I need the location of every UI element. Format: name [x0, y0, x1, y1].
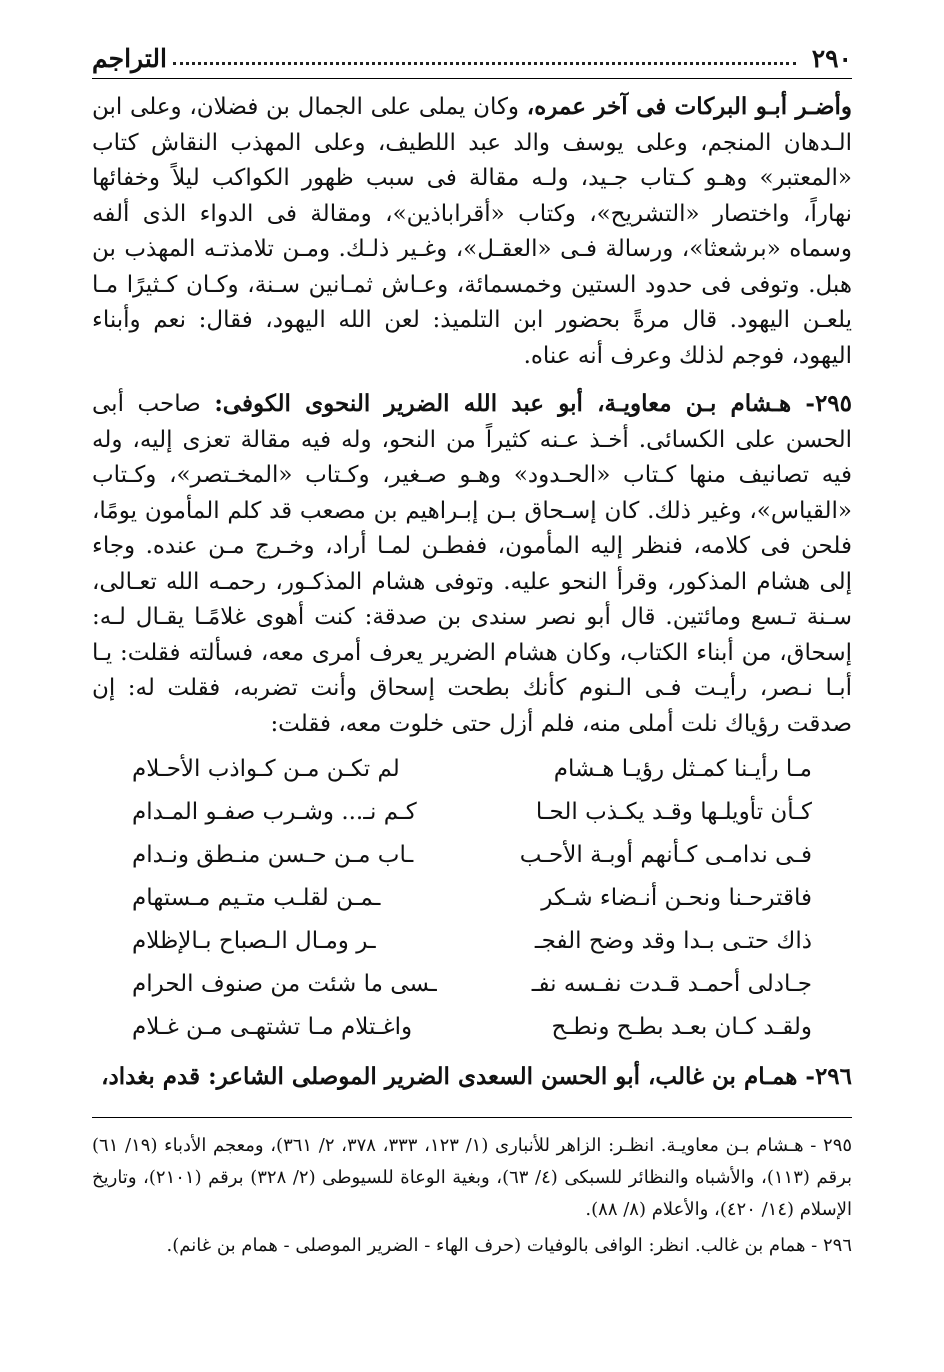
header-dotted-leader [173, 52, 796, 65]
verse-first-hemistich: ذاك حتـى بـدا وقد وضح الفجـ [534, 928, 812, 954]
verse-second-hemistich: واغـتلام مـا تشتهـى مـن غـلام [132, 1014, 413, 1040]
verse-second-hemistich: ـمـن لقلـب متـيم مـستهام [132, 885, 381, 911]
footnotes [92, 1130, 852, 1262]
entry-295-text: صاحب أبى الحسن على الكسائى. أخـذ عـنه كثيراً من النحو، وله فيه مقالة تعزى إليه، وله فيه تصانيف منها كـتاب «الحـدود» وهـو صـغير، وكـتاب «المخـتصر»، وكـتاب «القياس»، وغير ذلك. كان إسـحاق بـن إبـراهيم بن مصعب قد كلم المأمون يومًا، فلحن فى كلامه، فنظر إليه المأمون، ففطـن لمـا أراد، وخـرج مـن عنده. وجاء إلى هشام المذكور، وقرأ النحو عليه. وتوفى هشام المذكـور، رحمـه الله تعـالى، سـنة تـسع ومائتين. قال أبو نصر سندى بن صدقة: كنت أهوى غلامًـا يقـال لـه: إسحاق، من أبناء الكتاب، وكان هشام الضرير يعرف أمرى معه، فسألته فقلت: يـا أبـا نـصر، رأيـت فـى الـنوم كأنك بطحت إسحاق وأنت تضربه، فقلت له: إن صدقت رؤياك نلت أملى منه، فلم أزل حتى خلوت معه، فقلت: [92, 391, 852, 737]
poem-verse [132, 748, 812, 791]
entry-295-heading: ٢٩٥- هـشام بـن معاويـة، أبو عبد الله الضرير النحوى الكوفى: [214, 390, 852, 417]
verse-second-hemistich: كـم نـ... وشـرب صفـو المـدام [132, 799, 417, 825]
page-header [92, 38, 852, 79]
poem-verse [132, 920, 812, 963]
verse-first-hemistich: مـا رأيـنا كمـثل رؤيـا هـشام [553, 756, 812, 782]
poem [132, 748, 812, 1049]
verse-first-hemistich: فـى ندامـى كـأنهم أوبـة الأحـب [519, 842, 812, 868]
section-title: التراجم [92, 43, 167, 73]
verse-second-hemistich: لم تكـن مـن كـواذب الأحـلام [132, 756, 400, 782]
verse-first-hemistich: كـأن تأويلـها وقـد يكـذب الحـا [535, 799, 812, 825]
verse-first-hemistich: فاقترحـنا ونحـن أنـضاء شـكر [541, 885, 812, 911]
entry-294-text: وكان يملى على الجمال بن فضلان، وعلى ابن الـدهان المنجم، وعلى يوسف والد عبد اللطيف، وعلى المهذب النقاش كتاب «المعتبر» وهـو كـتاب جـيد، ولـه مقالة فى سبب ظهور الكواكب ليلاً وخفائها نهاراً، واختصار «التشريح»، وكتاب «أقراباذين»، ومقالة فى الدواء الذى ألفه وسماه «برشعثا»، ورسالة فـى «العقـل»، وغـير ذلـك. ومـن تلامذتـه المهذب بن هبل. وتوفى فى حدود الستين وخمسمائة، وعـاش ثمـانين سـنة، وكـان كـثيرًا مـا يلعـن اليهود. قال مرةً بحضور ابن التلميذ: لعن الله اليهود، فقال: نعم وأبناء اليهود، فوجم لذلك وعرف أنه عناه. [92, 94, 852, 369]
footnote-296: ٢٩٦ - همام بن غالب. انظر: الوافى بالوفيات (حرف الهاء - الضرير الموصلى - همام بن غانم). [166, 1235, 852, 1256]
poem-verse [132, 791, 812, 834]
footnote-295: ٢٩٥ - هـشام بـن معاويـة. انظـر: الزاهر للأنبارى (١/ ١٢٣، ٣٣٣، ٣٧٨، ٢/ ٣٦١)، ومعجم الأدباء (١٩/ ٦١) برقم (١١٣)، والأشباه والنظائر للسبكى (٤/ ٦٣)، وبغية الوعاة للسيوطى (٢/ ٣٢٨) برقم (٢١٠١)، وتاريخ الإسلام (١٤/ ٤٢٠)، والأعلام (٨/ ٨٨). [92, 1135, 853, 1220]
book-page [92, 38, 852, 1352]
poem-verse [132, 963, 812, 1006]
poem-verse [132, 877, 812, 920]
entry-296-heading: ٢٩٦- همـام بن غالب، أبو الحسن السعدى الضرير الموصلى الشاعر: قدم بغداد، [101, 1063, 852, 1090]
verse-second-hemistich: ـر ومـال الـصباح بـالإظلام [132, 928, 376, 954]
entry-294-lead: وأضـر أبـو البركات فى آخر عمره، [526, 93, 852, 120]
verse-second-hemistich: ـاب مـن حـسن منـطق ونـدام [132, 842, 414, 868]
entry-295-paragraph [92, 386, 852, 742]
verse-first-hemistich: جـادلى أحمـد قـدت نفـسه نفـ [531, 971, 812, 997]
verse-second-hemistich: ـسى ما شئت من صنوف الحرام [132, 971, 437, 997]
page-number: ٢٩٠ [811, 43, 852, 73]
entry-294-paragraph [92, 89, 852, 374]
verse-first-hemistich: ولقـد كـان بعـد بطـح ونطـح [551, 1014, 812, 1040]
main-text [92, 89, 852, 742]
poem-verse [132, 834, 812, 877]
footnote-divider [92, 1117, 852, 1118]
poem-verse [132, 1006, 812, 1049]
